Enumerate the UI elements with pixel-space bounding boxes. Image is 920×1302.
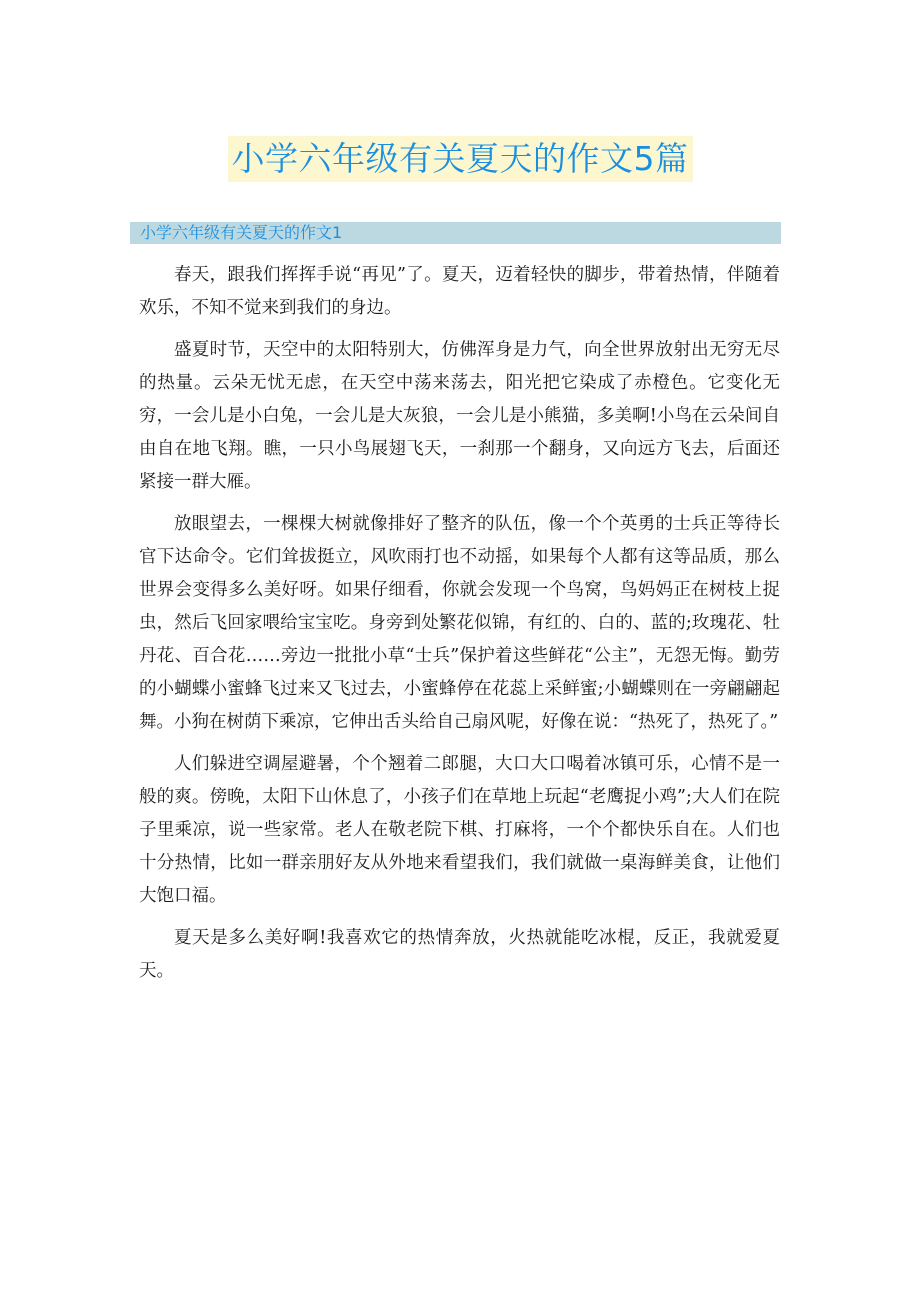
document-title: 小学六年级有关夏天的作文5篇 [228,136,693,182]
paragraph-2: 盛夏时节，天空中的太阳特别大，仿佛浑身是力气，向全世界放射出无穷无尽的热量。云朵无忧无虑，在天空中荡来荡去，阳光把它染成了赤橙色。它变化无穷，一会儿是小白兔，一会儿是大灰狼，一会儿是小熊猫，多美啊!小鸟在云朵间自由自在地飞翔。瞧，一只小鸟展翅飞天，一刹那一个翻身，又向远方飞去，后面还紧接一群大雁。 [139,340,780,492]
section-heading: 小学六年级有关夏天的作文1 [130,222,781,244]
paragraph-4: 人们躲进空调屋避暑，个个翘着二郎腿，大口大口喝着冰镇可乐，心情不是一般的爽。傍晚，太阳下山休息了，小孩子们在草地上玩起“老鹰捉小鸡”;大人们在院子里乘凉，说一些家常。老人在敬老院下棋、打麻将，一个个都快乐自在。人们也十分热情，比如一群亲朋好友从外地来看望我们，我们就做一桌海鲜美食，让他们大饱口福。 [139,754,780,906]
title-container [0,136,920,182]
paragraph-1: 春天，跟我们挥挥手说“再见”了。夏天，迈着轻快的脚步，带着热情，伴随着欢乐，不知不觉来到我们的身边。 [139,265,780,318]
paragraph-5: 夏天是多么美好啊!我喜欢它的热情奔放，火热就能吃冰棍，反正，我就爱夏天。 [139,928,780,981]
paragraph-3: 放眼望去，一棵棵大树就像排好了整齐的队伍，像一个个英勇的士兵正等待长官下达命令。它们耸拔挺立，风吹雨打也不动摇，如果每个人都有这等品质，那么世界会变得多么美好呀。如果仔细看，你就会发现一个鸟窝，鸟妈妈正在树枝上捉虫，然后飞回家喂给宝宝吃。身旁到处繁花似锦，有红的、白的、蓝的;玫瑰花、牡丹花、百合花……旁边一批批小草“士兵”保护着这些鲜花“公主”，无怨无悔。勤劳的小蝴蝶小蜜蜂飞过来又飞过去，小蜜蜂停在花蕊上采鲜蜜;小蝴蝶则在一旁翩翩起舞。小狗在树荫下乘凉，它伸出舌头给自己扇风呢，好像在说：“热死了，热死了。” [139,514,780,732]
essay-body [139,259,780,997]
